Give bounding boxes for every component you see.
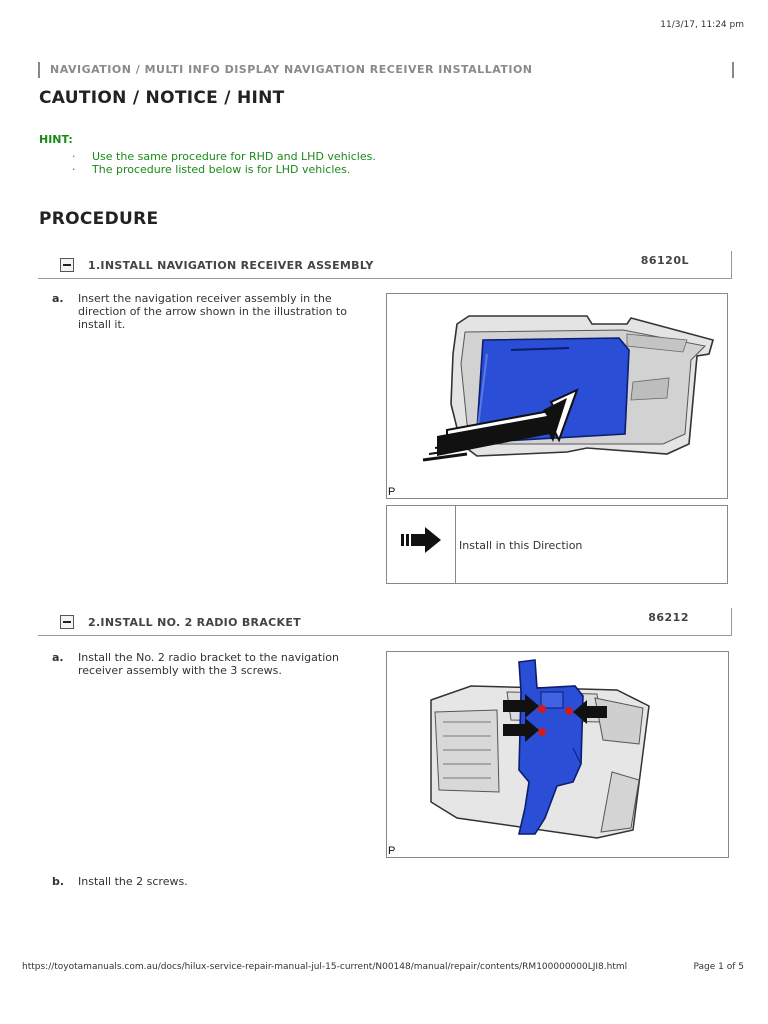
print-timestamp: 11/3/17, 11:24 pm [660,20,744,30]
footer-url: https://toyotamanuals.com.au/docs/hilux-service-repair-manual-jul-15-current/N00148/manual/repair/contents/RM100000000LJI8.html [22,962,628,972]
step-title: 1.INSTALL NAVIGATION RECEIVER ASSEMBLY [88,259,374,272]
step-title: 2.INSTALL NO. 2 RADIO BRACKET [88,616,301,629]
procedure-heading: PROCEDURE [39,209,159,229]
hint-item-text: Use the same procedure for RHD and LHD vehicles. [92,150,376,163]
collapse-toggle-icon[interactable] [60,258,74,272]
substep-text: Install the 2 screws. [78,875,188,888]
legend-text: Install in this Direction [459,539,583,552]
bullet-dot: · [72,150,76,163]
hint-item-text: The procedure listed below is for LHD vehicles. [92,163,351,176]
hint-item [72,150,376,163]
substep-letter: a. [52,292,64,305]
hint-list [72,150,376,176]
legend-table [386,505,728,584]
bracket-screws-drawing [387,652,728,857]
breadcrumb [38,62,734,78]
arrow-right-icon [387,506,456,583]
figure-label: P [388,845,396,857]
step-header-1[interactable] [38,251,732,279]
figure-label: P [388,486,396,498]
step-header-2[interactable] [38,608,732,636]
caution-heading: CAUTION / NOTICE / HINT [39,88,285,108]
substep-text: Insert the navigation receiver assembly in the direction of the arrow shown in the illustration to install it. [78,292,347,331]
hint-item [72,163,376,176]
part-code: 86120L [640,254,689,267]
bullet-dot: · [72,163,76,176]
part-code: 86212 [648,611,689,624]
receiver-insertion-drawing [387,294,727,498]
collapse-toggle-icon[interactable] [60,615,74,629]
substep-text: Install the No. 2 radio bracket to the navigation receiver assembly with the 3 screws. [78,651,339,677]
legend-icon-cell [387,506,456,583]
navigation-receiver-illustration [386,293,728,499]
substep-letter: a. [52,651,64,664]
page-number: Page 1 of 5 [693,962,744,972]
substep-letter: b. [52,875,65,888]
hint-label: HINT: [39,133,73,146]
breadcrumb-text: NAVIGATION / MULTI INFO DISPLAY NAVIGATION RECEIVER INSTALLATION [50,63,533,76]
radio-bracket-illustration [386,651,729,858]
